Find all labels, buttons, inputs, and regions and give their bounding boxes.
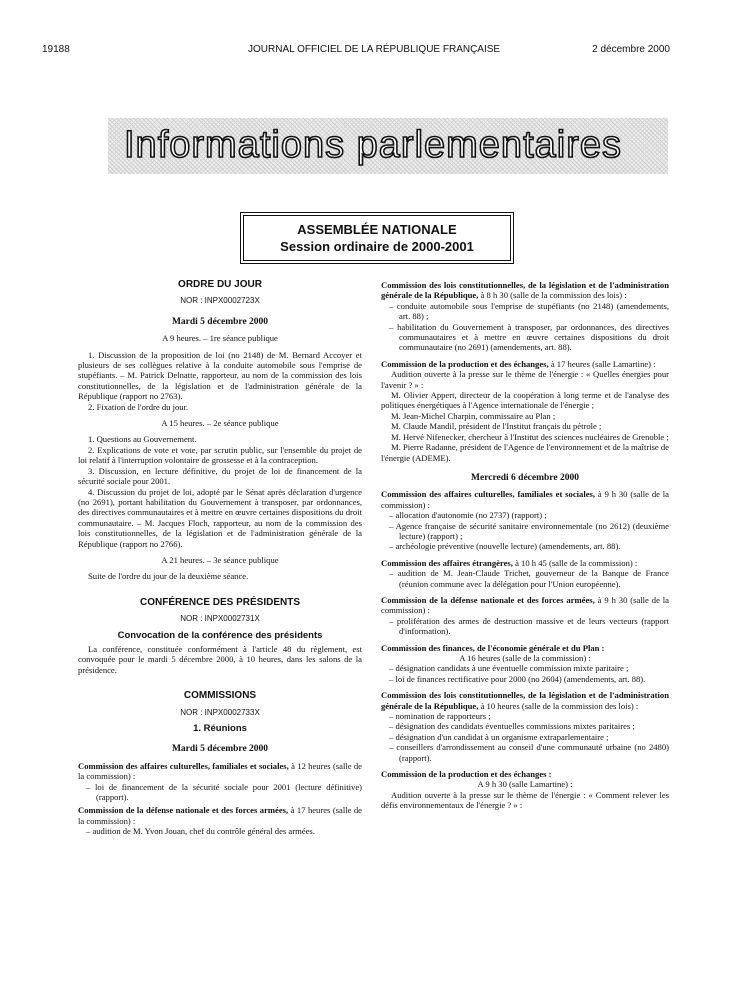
agenda-item: 3. Discussion, en lecture définitive, du projet de loi de financement de la sécurité sociale pour 2001. xyxy=(78,465,362,487)
commission-time: à 8 h 30 (salle de la commission des lois) : xyxy=(480,290,627,301)
commissions-heading: COMMISSIONS xyxy=(183,690,257,702)
commission-item: – conduite automobile sous l'emprise de stupéfiants (no 2148) (amendements, art. 88) ; xyxy=(389,300,669,322)
commission-name: Commission des finances, de l'économie générale et du Plan : xyxy=(381,642,605,653)
agenda-item: 2. Explications de vote et vote, par scrutin public, sur l'ensemble du projet de loi relatif à l'interruption volontaire de grossesse et à la contraception. xyxy=(78,444,362,466)
nor-reference: NOR : INPX0002723X xyxy=(180,296,260,306)
conference-heading: CONFÉRENCE DES PRÉSIDENTS xyxy=(139,596,301,608)
ordre-du-jour-heading: ORDRE DU JOUR xyxy=(178,279,262,290)
agenda-item: 1. Discussion de la proposition de loi (no 2148) de M. Bernard Accoyer et plusieurs de ses collègues relative à la conduite automobile sous l'emprise de stupéfiants. – M. Patrick Delnatte, rapporteur, au nom de la commission des lois constitutionnelles, de la législation et de l'administration générale de la République (rapport no 2763). xyxy=(78,349,362,402)
day-heading: Mardi 5 décembre 2000 xyxy=(171,744,269,755)
agenda-item: 1. Questions au Gouvernement. xyxy=(88,434,197,445)
left-column xyxy=(78,280,362,837)
commission-time: à 10 h 45 (salle de la commission) : xyxy=(515,557,638,568)
hearing-guest: M. Jean-Michel Charpin, commissaire au Plan ; xyxy=(391,410,556,421)
agenda-item: 4. Discussion du projet de loi, adopté par le Sénat après déclaration d'urgence (no 2691), portant habilitation du Gouvernement à transposer, par ordonnances, des directives communautaires et à mettre en œuvre certaines dispositions du droit communautaire. – M. Jacques Floch, rapporteur, au nom de la commission des lois constitutionnelles, de la législation et de l'administration générale de la République (rapport no 2766). xyxy=(78,486,362,549)
commission-item: – allocation d'autonomie (no 2737) (rapport) ; xyxy=(389,510,547,521)
commission-name: Commission de la défense nationale et des forces armées, xyxy=(78,805,289,816)
session-heading: A 9 heures. – 1re séance publique xyxy=(162,333,278,344)
commission-name: Commission des affaires étrangères, xyxy=(381,557,513,568)
commission-time: à 17 heures (salle Lamartine) : xyxy=(550,358,656,369)
right-column xyxy=(381,280,669,811)
commission-name: Commission des affaires culturelles, familiales et sociales, xyxy=(381,489,596,500)
nor-reference: NOR : INPX0002731X xyxy=(180,614,260,624)
journal-title: JOURNAL OFFICIEL DE LA RÉPUBLIQUE FRANÇAISE xyxy=(248,44,501,55)
commission-time: à 12 heures (salle de la commission) : xyxy=(78,760,362,782)
commission-item: – Agence française de sécurité sanitaire environnementale (no 2612) (deuxième lecture) (rapport) ; xyxy=(389,520,669,541)
page-header xyxy=(0,44,748,58)
commission-time: à 9 h 30 (salle de la commission) : xyxy=(381,594,669,616)
banner-title: Informations parlementaires xyxy=(124,124,622,166)
commission-time: à 9 h 30 (salle de la commission) : xyxy=(381,489,669,510)
commission-name: Commission de la production et des échanges, xyxy=(381,358,549,369)
assembly-box xyxy=(240,212,514,264)
hearing-guest: M. Olivier Appert, directeur de la coopération à long terme et de l'analyse des politiques énergétiques à l'Agence internationale de l'énergie ; xyxy=(381,390,669,411)
commission-name: Commission de la production et des échanges : xyxy=(381,769,552,780)
commission-item: – prolifération des armes de destruction massive et de leurs vecteurs (rapport d'information). xyxy=(389,615,669,637)
commission-item: – nomination de rapporteurs ; xyxy=(389,711,491,722)
reunions-heading: 1. Réunions xyxy=(193,723,247,734)
day-heading: Mardi 5 décembre 2000 xyxy=(171,316,269,327)
commission-item: – désignation d'un candidat à un organisme extraparlementaire ; xyxy=(389,731,609,742)
commission-item: – audition de M. Yvon Jouan, chef du contrôle général des armées. xyxy=(86,826,315,837)
commission-item: – désignation candidats à une éventuelle commission mixte paritaire ; xyxy=(389,663,629,674)
agenda-item: 2. Fixation de l'ordre du jour. xyxy=(88,401,189,412)
commission-item: – désignation des candidats éventuelles commissions mixtes paritaires ; xyxy=(389,721,635,732)
commission-name: Commission des affaires culturelles, familiales et sociales, xyxy=(78,760,289,771)
commission-name: Commission de la défense nationale et des forces armées, xyxy=(381,594,595,605)
hearing-text: Audition ouverte à la presse sur le thème de l'énergie : « Comment relever les défis environnementaux de l'énergie ? » : xyxy=(381,789,669,811)
commission-item: – archéologie préventive (nouvelle lecture) (amendements, art. 88). xyxy=(389,541,621,552)
session-name: Session ordinaire de 2000-2001 xyxy=(280,239,474,254)
commission-time: à 17 heures (salle de la commission) : xyxy=(78,805,362,826)
commission-time: à 10 heures (salle de la commission des lois) : xyxy=(480,700,639,711)
commission-item: – loi de financement de la sécurité sociale pour 2001 (lecture définitive) (rapport). xyxy=(86,781,362,803)
day-heading: Mercredi 6 décembre 2000 xyxy=(471,472,579,483)
assembly-name: ASSEMBLÉE NATIONALE xyxy=(297,222,457,237)
issue-date: 2 décembre 2000 xyxy=(592,44,670,55)
convocation-text: La conférence, constituée conformément à l'article 48 du règlement, est convoquée pour le mardi 5 décembre 2000, à 10 heures, dans les salons de la présidence. xyxy=(78,643,362,675)
nor-reference: NOR : INPX0002733X xyxy=(180,707,260,717)
session-heading: A 21 heures. – 3e séance publique xyxy=(161,554,279,565)
commission-name: Commission des lois constitutionnelles, de la législation et de l'administration générale de la République, xyxy=(381,280,669,301)
section-banner xyxy=(108,118,668,174)
page-number: 19188 xyxy=(42,44,70,55)
commission-name: Commission des lois constitutionnelles, de la législation et de l'administration générale de la République, xyxy=(381,690,669,711)
commission-item: – conseillers d'arrondissement au conseil d'une communauté urbaine (no 2480) (rapport). xyxy=(389,742,669,763)
hearing-guest: M. Claude Mandil, président de l'Institut français du pétrole ; xyxy=(391,421,602,432)
hearing-guest: M. Pierre Radanne, président de l'Agence de l'environnement et de la maîtrise de l'énergie (ADEME). xyxy=(381,442,669,463)
hearing-text: Audition ouverte à la presse sur le thème de l'énergie : « Quelles énergies pour l'avenir ? » : xyxy=(381,369,669,390)
commission-item: – loi de finances rectificative pour 2000 (no 2604) (amendements, art. 88). xyxy=(389,673,646,684)
commission-time: A 9 h 30 (salle Lamartine) : xyxy=(477,779,573,790)
commission-item: – habilitation du Gouvernement à transposer, par ordonnances, des directives communautaires et à mettre en œuvre certaines dispositions du droit communautaire (no 2691) (amendements, art. 88). xyxy=(389,321,669,353)
convocation-heading: Convocation de la conférence des présidents xyxy=(117,629,323,641)
session-heading: A 15 heures. – 2e séance publique xyxy=(161,418,279,429)
commission-item: – audition de M. Jean-Claude Trichet, gouverneur de la Banque de France (réunion commune avec la délégation pour l'Union européenne). xyxy=(389,568,669,589)
agenda-item: Suite de l'ordre du jour de la deuxième séance. xyxy=(88,571,249,582)
commission-time: A 16 heures (salle de la commission) : xyxy=(459,653,591,663)
hearing-guest: M. Hervé Nifenecker, chercheur à l'Institut des sciences nucléaires de Grenoble ; xyxy=(391,431,669,442)
